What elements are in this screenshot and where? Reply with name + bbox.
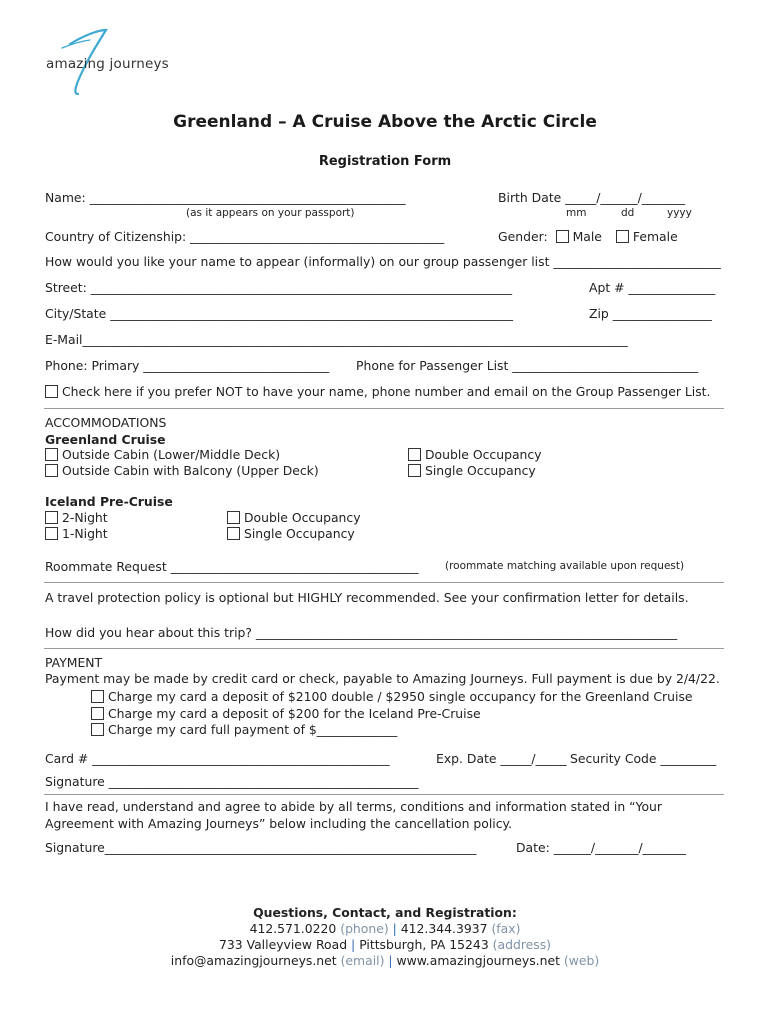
street-field[interactable]: Street: ____________________________________________________________________ xyxy=(45,280,513,295)
greenland-double-label: Double Occupancy xyxy=(425,447,542,462)
footer-web-link[interactable]: www.amazingjourneys.net xyxy=(396,953,560,968)
greenland-single-checkbox[interactable] xyxy=(408,464,421,477)
footer-address: 733 Valleyview Road xyxy=(218,937,348,952)
iceland-double-checkbox[interactable] xyxy=(227,511,240,524)
iceland-occupancy-1 xyxy=(227,510,361,525)
footer-fax-label: (fax) xyxy=(491,921,521,936)
citizenship-field[interactable]: Country of Citizenship: _________________________________________ xyxy=(45,229,445,244)
birth-date-field[interactable]: Birth Date _____/______/_______ xyxy=(498,190,686,205)
card-number-field[interactable]: Card # ________________________________________________ xyxy=(45,751,390,766)
divider xyxy=(44,648,724,649)
payment-option-1 xyxy=(91,689,693,704)
payment-option-2-checkbox[interactable] xyxy=(91,707,104,720)
footer-address-label: (address) xyxy=(492,937,552,952)
footer-separator: | xyxy=(351,937,356,952)
greenland-option-1-label: Outside Cabin (Lower/Middle Deck) xyxy=(62,447,281,462)
greenland-option-2-label: Outside Cabin with Balcony (Upper Deck) xyxy=(62,463,319,478)
gender-female-checkbox[interactable] xyxy=(616,230,629,243)
roommate-field[interactable]: Roommate Request ________________________________________ xyxy=(45,559,419,574)
city-state-field[interactable]: City/State _________________________________________________________________ xyxy=(45,306,513,321)
greenland-double-checkbox[interactable] xyxy=(408,448,421,461)
accommodations-heading: ACCOMMODATIONS xyxy=(45,415,167,430)
name-field[interactable]: Name: ___________________________________________________ xyxy=(45,190,406,205)
iceland-single-checkbox[interactable] xyxy=(227,527,240,540)
iceland-2night-checkbox[interactable] xyxy=(45,511,58,524)
footer-separator: | xyxy=(392,921,397,936)
greenland-option-2-checkbox[interactable] xyxy=(45,464,58,477)
greenland-option-1 xyxy=(45,447,280,462)
zip-field[interactable]: Zip ________________ xyxy=(589,306,712,321)
birth-dd-label: dd xyxy=(621,207,635,219)
gender-label: Gender: xyxy=(498,229,548,244)
footer-web-line xyxy=(0,953,770,968)
opt-out-checkbox[interactable] xyxy=(45,385,58,398)
gender-row xyxy=(498,229,678,244)
exp-date-field[interactable]: Exp. Date _____/_____ xyxy=(436,751,567,766)
iceland-single-label: Single Occupancy xyxy=(244,526,355,541)
roommate-note: (roommate matching available upon request) xyxy=(445,560,685,572)
footer-address-line xyxy=(0,937,770,952)
iceland-option-2 xyxy=(45,526,108,541)
agreement-text-line-2: Agreement with Amazing Journeys” below including the cancellation policy. xyxy=(45,816,513,831)
greenland-heading: Greenland Cruise xyxy=(45,432,166,447)
payment-option-2-label: Charge my card a deposit of $200 for the Iceland Pre-Cruise xyxy=(108,706,481,721)
footer-heading: Questions, Contact, and Registration: xyxy=(253,905,517,920)
iceland-1night-checkbox[interactable] xyxy=(45,527,58,540)
hear-about-field[interactable]: How did you hear about this trip? ____________________________________________________________________ xyxy=(45,625,678,640)
footer-email-link[interactable]: info@amazingjourneys.net xyxy=(170,953,337,968)
gender-male-checkbox[interactable] xyxy=(556,230,569,243)
footer-city: Pittsburgh, PA 15243 xyxy=(359,937,489,952)
greenland-occupancy-2 xyxy=(408,463,536,478)
iceland-double-label: Double Occupancy xyxy=(244,510,361,525)
payment-option-3-checkbox[interactable] xyxy=(91,723,104,736)
footer-phone-label: (phone) xyxy=(340,921,389,936)
phone-primary-field[interactable]: Phone: Primary ______________________________ xyxy=(45,358,330,373)
gender-female-label: Female xyxy=(632,229,678,244)
iceland-option-1 xyxy=(45,510,108,525)
iceland-1night-label: 1-Night xyxy=(62,526,108,541)
divider xyxy=(44,408,724,409)
footer-phone-line xyxy=(0,921,770,936)
agreement-date-field[interactable]: Date: ______/_______/_______ xyxy=(516,840,686,855)
brand-logo xyxy=(40,26,169,98)
greenland-option-2 xyxy=(45,463,319,478)
payment-option-2 xyxy=(91,706,481,721)
birth-mm-label: mm xyxy=(566,207,587,219)
apt-field[interactable]: Apt # ______________ xyxy=(589,280,716,295)
footer-email-label: (email) xyxy=(340,953,385,968)
footer-phone: 412.571.0220 xyxy=(249,921,337,936)
divider xyxy=(44,582,724,583)
passenger-name-field[interactable]: How would you like your name to appear (informally) on our group passenger list ___________________________ xyxy=(45,254,721,269)
iceland-2night-label: 2-Night xyxy=(62,510,108,525)
footer-fax: 412.344.3937 xyxy=(400,921,488,936)
payment-signature-field[interactable]: Signature __________________________________________________ xyxy=(45,774,419,789)
payment-option-1-checkbox[interactable] xyxy=(91,690,104,703)
payment-heading: PAYMENT xyxy=(45,655,103,670)
agreement-text-line-1: I have read, understand and agree to abide by all terms, conditions and information stated in “Your xyxy=(45,799,662,814)
footer-web-label: (web) xyxy=(563,953,600,968)
greenland-single-label: Single Occupancy xyxy=(425,463,536,478)
name-note: (as it appears on your passport) xyxy=(186,207,355,219)
travel-protection-note: A travel protection policy is optional but HIGHLY recommended. See your confirmation letter for details. xyxy=(45,590,689,605)
iceland-heading: Iceland Pre-Cruise xyxy=(45,494,173,509)
page-title: Greenland – A Cruise Above the Arctic Circle xyxy=(173,112,597,132)
agreement-signature-field[interactable]: Signature____________________________________________________________ xyxy=(45,840,477,855)
opt-out-label: Check here if you prefer NOT to have your name, phone number and email on the Group Passenger List. xyxy=(62,384,711,399)
security-code-field[interactable]: Security Code _________ xyxy=(570,751,717,766)
phone-passenger-field[interactable]: Phone for Passenger List ______________________________ xyxy=(356,358,699,373)
gender-male-label: Male xyxy=(572,229,602,244)
logo-text: amazing journeys xyxy=(46,56,169,72)
payment-description: Payment may be made by credit card or check, payable to Amazing Journeys. Full payment is due by 2/4/22. xyxy=(45,671,720,686)
payment-option-3-label: Charge my card full payment of $_____________ xyxy=(108,722,398,737)
email-field[interactable]: E-Mail________________________________________________________________________________________ xyxy=(45,332,628,347)
greenland-occupancy-1 xyxy=(408,447,542,462)
opt-out-row xyxy=(45,384,710,399)
greenland-option-1-checkbox[interactable] xyxy=(45,448,58,461)
form-subtitle: Registration Form xyxy=(318,154,452,169)
iceland-occupancy-2 xyxy=(227,526,355,541)
footer-separator: | xyxy=(388,953,393,968)
payment-option-3 xyxy=(91,722,397,737)
payment-option-1-label: Charge my card a deposit of $2100 double / $2950 single occupancy for the Greenland Cruise xyxy=(108,689,693,704)
birth-yyyy-label: yyyy xyxy=(667,207,692,219)
divider xyxy=(44,794,724,795)
